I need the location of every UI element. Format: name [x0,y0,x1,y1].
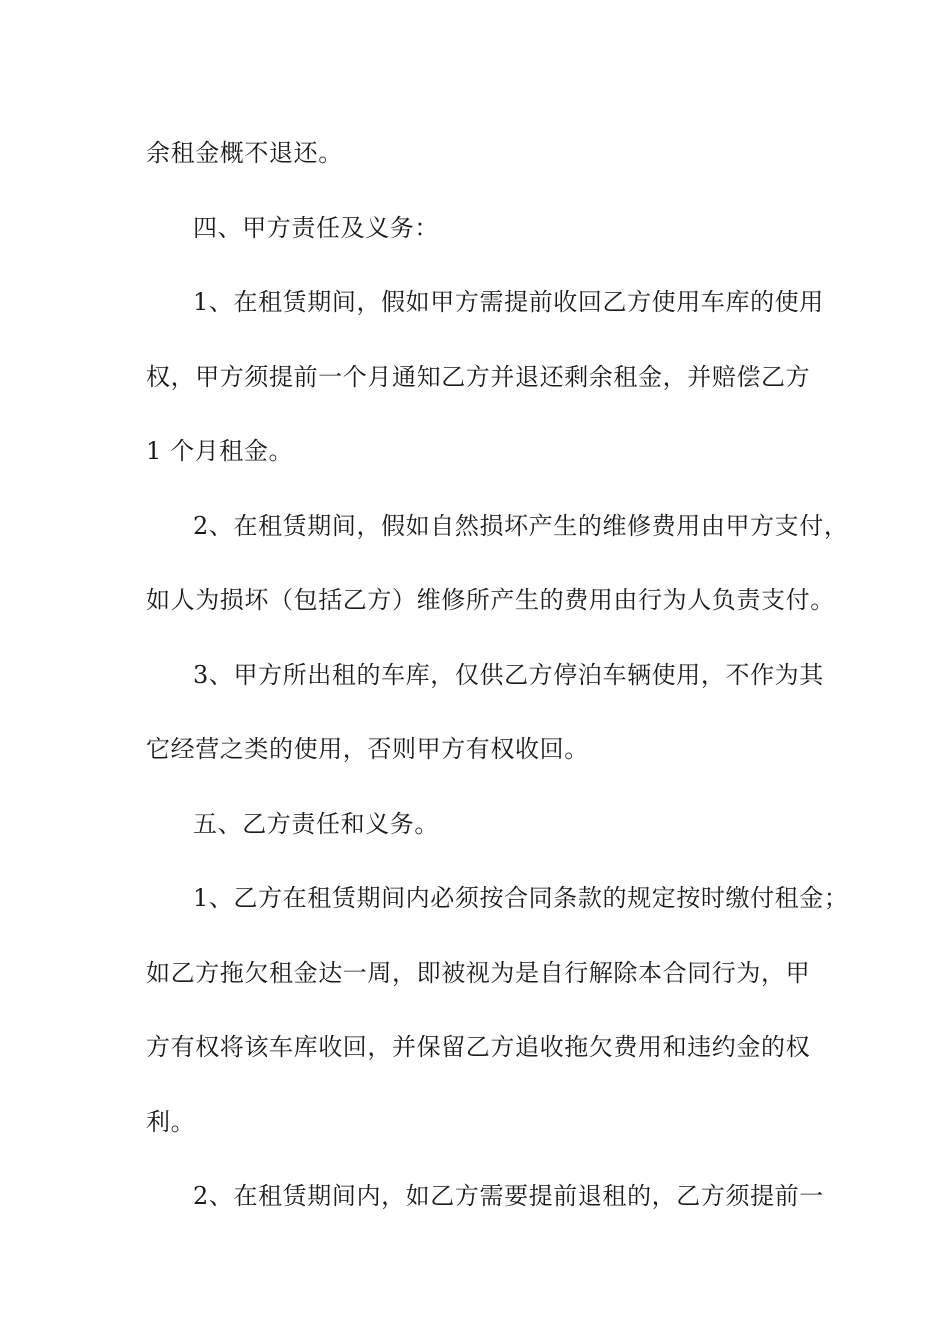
text-line: 它经营之类的使用，否则甲方有权收回。 [146,735,589,763]
text-line: 权，甲方须提前一个月通知乙方并退还剩余租金，并赔偿乙方 [146,363,811,391]
text-line: 1、乙方在租赁期间内必须按合同条款的规定按时缴付租金； [193,884,849,912]
text-line: 如乙方拖欠租金达一周，即被视为是自行解除本合同行为，甲 [146,959,811,987]
text-line: 利。 [146,1108,196,1136]
text-line: 1、在租赁期间，假如甲方需提前收回乙方使用车库的使用 [193,288,824,316]
text-line: 2、在租赁期间内，如乙方需要提前退租的，乙方须提前一 [193,1182,824,1210]
text-line: 2、在租赁期间，假如自然损坏产生的维修费用由甲方支付， [193,512,849,540]
text-line: 1 个月租金。 [146,437,294,465]
text-line: 如人为损坏（包括乙方）维修所产生的费用由行为人负责支付。 [146,586,835,614]
section-heading: 五、乙方责任和义务。 [193,810,439,838]
text-line: 3、甲方所出租的车库，仅供乙方停泊车辆使用，不作为其 [193,661,824,689]
section-heading: 四、甲方责任及义务： [193,214,439,242]
text-line: 方有权将该车库收回，并保留乙方追收拖欠费用和违约金的权 [146,1033,811,1061]
text-line: 余租金概不退还。 [146,139,343,167]
